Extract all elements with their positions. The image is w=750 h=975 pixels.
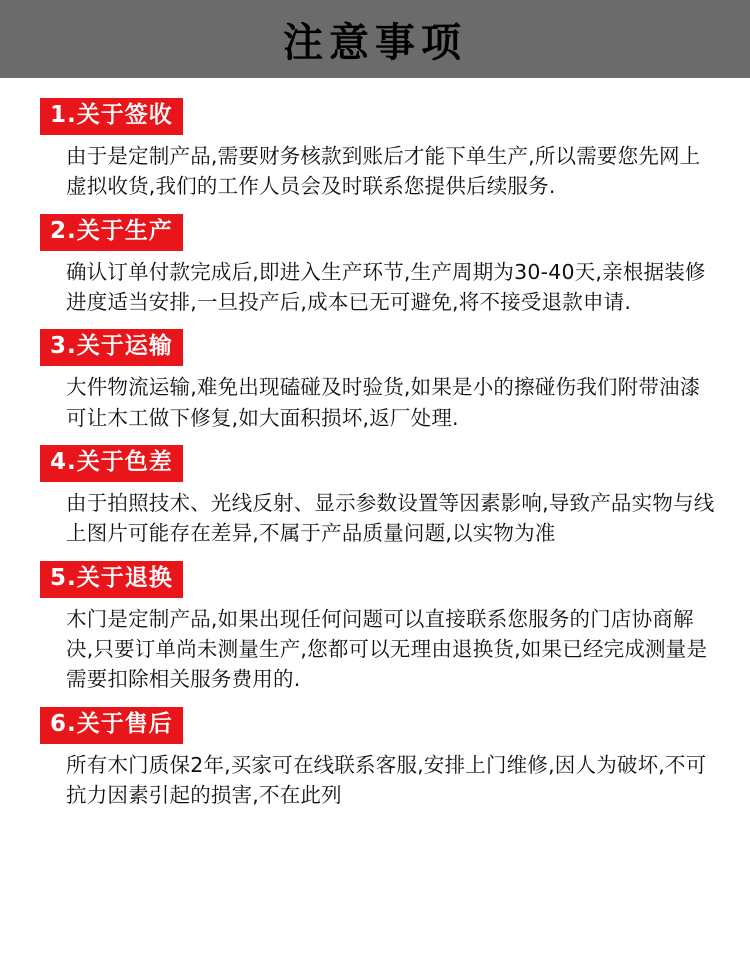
notice-section (30, 439, 724, 549)
page-title: 注意事项 (283, 19, 467, 66)
section-heading: 2.关于生产 (40, 214, 183, 251)
section-body: 由于是定制产品,需要财务核款到账后才能下单生产,所以需要您先网上虚拟收货,我们的工作人员会及时联系您提供后续服务. (66, 144, 701, 199)
section-body: 所有木门质保2年,买家可在线联系客服,安排上门维修,因人为破坏,不可抗力因素引起的损害,不在此列 (66, 752, 707, 807)
section-body: 木门是定制产品,如果出现任何问题可以直接联系您服务的门店协商解决,只要订单尚未测量生产,您都可以无理由退换货,如果已经完成测量是需要扣除相关服务费用的. (66, 606, 708, 692)
section-heading: 3.关于运输 (40, 329, 183, 366)
section-body: 由于拍照技术、光线反射、显示参数设置等因素影响,导致产品实物与线上图片可能存在差异,不属于产品质量问题,以实物为准 (66, 490, 715, 546)
notice-section (30, 323, 724, 433)
section-heading: 1.关于签收 (40, 98, 183, 135)
section-body: 确认订单付款完成后,即进入生产环节,生产周期为30-40天,亲根据装修进度适当安排,一旦投产后,成本已无可避免,将不接受退款申请. (66, 259, 706, 314)
section-body: 大件物流运输,难免出现磕碰及时验货,如果是小的擦碰伤我们附带油漆可让木工做下修复,如大面积损坏,返厂处理. (66, 375, 701, 430)
notice-section (30, 555, 724, 695)
page-header (0, 0, 750, 78)
notice-section (30, 208, 724, 318)
section-heading: 4.关于色差 (40, 445, 183, 482)
notice-section (30, 701, 724, 811)
notice-section (30, 92, 724, 202)
section-heading: 5.关于退换 (40, 561, 183, 598)
section-heading: 6.关于售后 (40, 707, 183, 744)
notice-content (0, 78, 750, 810)
